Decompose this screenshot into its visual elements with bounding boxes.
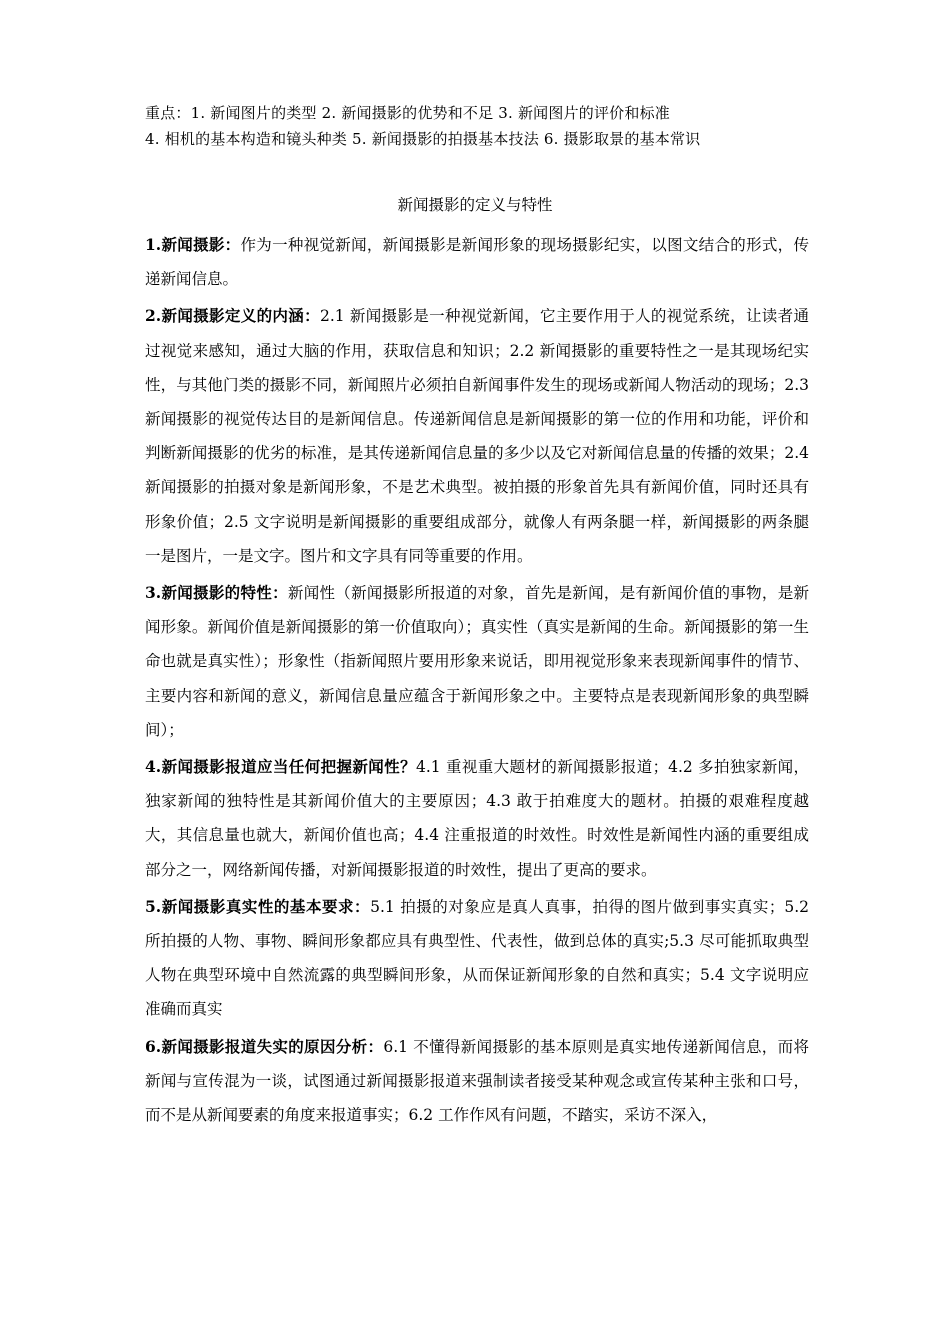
paragraph-text: 5.1 拍摄的对象应是真人真事，拍得的图片做到事实真实；5.2 所拍摄的人物、事物、瞬间形象都应具有典型性、代表性，做到总体的真实;5.3 尽可能抓取典型人物在典型环境中自然流露的典型瞬间形象，从而保证新闻形象的自然和真实；5.4 文字说明应准确而真实: [145, 897, 810, 1019]
paragraph-news-photography-definition: [145, 228, 809, 296]
paragraph-text: 4.1 重视重大题材的新闻摄影报道；4.2 多拍独家新闻，独家新闻的独特性是其新闻价值大的主要原因；4.3 敢于拍难度大的题材。拍摄的艰难程度越大，其信息量也就大，新闻价值也高；4.4 注重报道的时效性。时效性是新闻性内涵的重要组成部分之一，网络新闻传播，对新闻摄影报道的时效性，提出了更高的要求。: [145, 758, 810, 879]
paragraph-newsworthiness: [145, 750, 809, 887]
paragraph-text: 2.1 新闻摄影是一种视觉新闻，它主要作用于人的视觉系统，让读者通过视觉来感知，通过大脑的作用，获取信息和知识；2.2 新闻摄影的重要特性之一是其现场纪实性，与其他门类的摄影不同，新闻照片必须拍自新闻事件发生的现场或新闻人物活动的现场；2.3 新闻摄影的视觉传达目的是新闻信息。传递新闻信息是新闻摄影的第一位的作用和功能，评价和判断新闻摄影的优劣的标准，是其传递新闻信息量的多少以及它对新闻信息量的传播的效果；2.4 新闻摄影的拍摄对象是新闻形象，不是艺术典型。被拍摄的形象首先具有新闻价值，同时还具有形象价值；2.5 文字说明是新闻摄影的重要组成部分，就像人有两条腿一样，新闻摄影的两条腿一是图片，一是文字。图片和文字具有同等重要的作用。: [145, 307, 809, 565]
paragraph-text: 6.1 不懂得新闻摄影的基本原则是真实地传递新闻信息，而将新闻与宣传混为一谈，试图通过新闻摄影报道来强制读者接受某种观念或宣传某种主张和口号，而不是从新闻要素的角度来报道事实；6.2 工作作风有问题，不踏实，采访不深入，: [145, 1037, 809, 1125]
paragraph-misreporting-causes: [145, 1030, 809, 1133]
paragraph-term: 5.新闻摄影真实性的基本要求：: [145, 896, 371, 916]
paragraph-term: 2.新闻摄影定义的内涵：: [145, 306, 320, 326]
key-points-line-2: 4. 相机的基本构造和镜头种类 5. 新闻摄影的拍摄基本技法 6. 摄影取景的基本常识: [145, 130, 701, 148]
section-title: 新闻摄影的定义与特性: [397, 196, 553, 214]
paragraph-text: 作为一种视觉新闻，新闻摄影是新闻形象的现场摄影纪实，以图文结合的形式，传递新闻信息。: [145, 236, 809, 289]
key-points-line-1: 重点：1. 新闻图片的类型 2. 新闻摄影的优势和不足 3. 新闻图片的评价和标准: [145, 104, 670, 122]
key-points: [145, 100, 845, 152]
paragraph-term: 4.新闻摄影报道应当任何把握新闻性？: [145, 757, 416, 777]
paragraph-term: 1.新闻摄影：: [145, 235, 241, 254]
paragraph-authenticity-requirements: [145, 890, 809, 1027]
document-body: [145, 228, 809, 1135]
paragraph-term: 3.新闻摄影的特性：: [145, 583, 288, 603]
paragraph-definition-connotation: [145, 299, 809, 573]
paragraph-text: 新闻性（新闻摄影所报道的对象，首先是新闻，是有新闻价值的事物，是新闻形象。新闻价值是新闻摄影的第一价值取向）；真实性（真实是新闻的生命。新闻摄影的第一生命也就是真实性）；形象性（指新闻照片要用形象来说话，即用视觉形象来表现新闻事件的情节、主要内容和新闻的意义，新闻信息量应蕴含于新闻形象之中。主要特点是表现新闻形象的典型瞬间）；: [145, 584, 809, 739]
paragraph-term: 6.新闻摄影报道失实的原因分析：: [145, 1036, 384, 1056]
paragraph-characteristics: [145, 576, 809, 747]
